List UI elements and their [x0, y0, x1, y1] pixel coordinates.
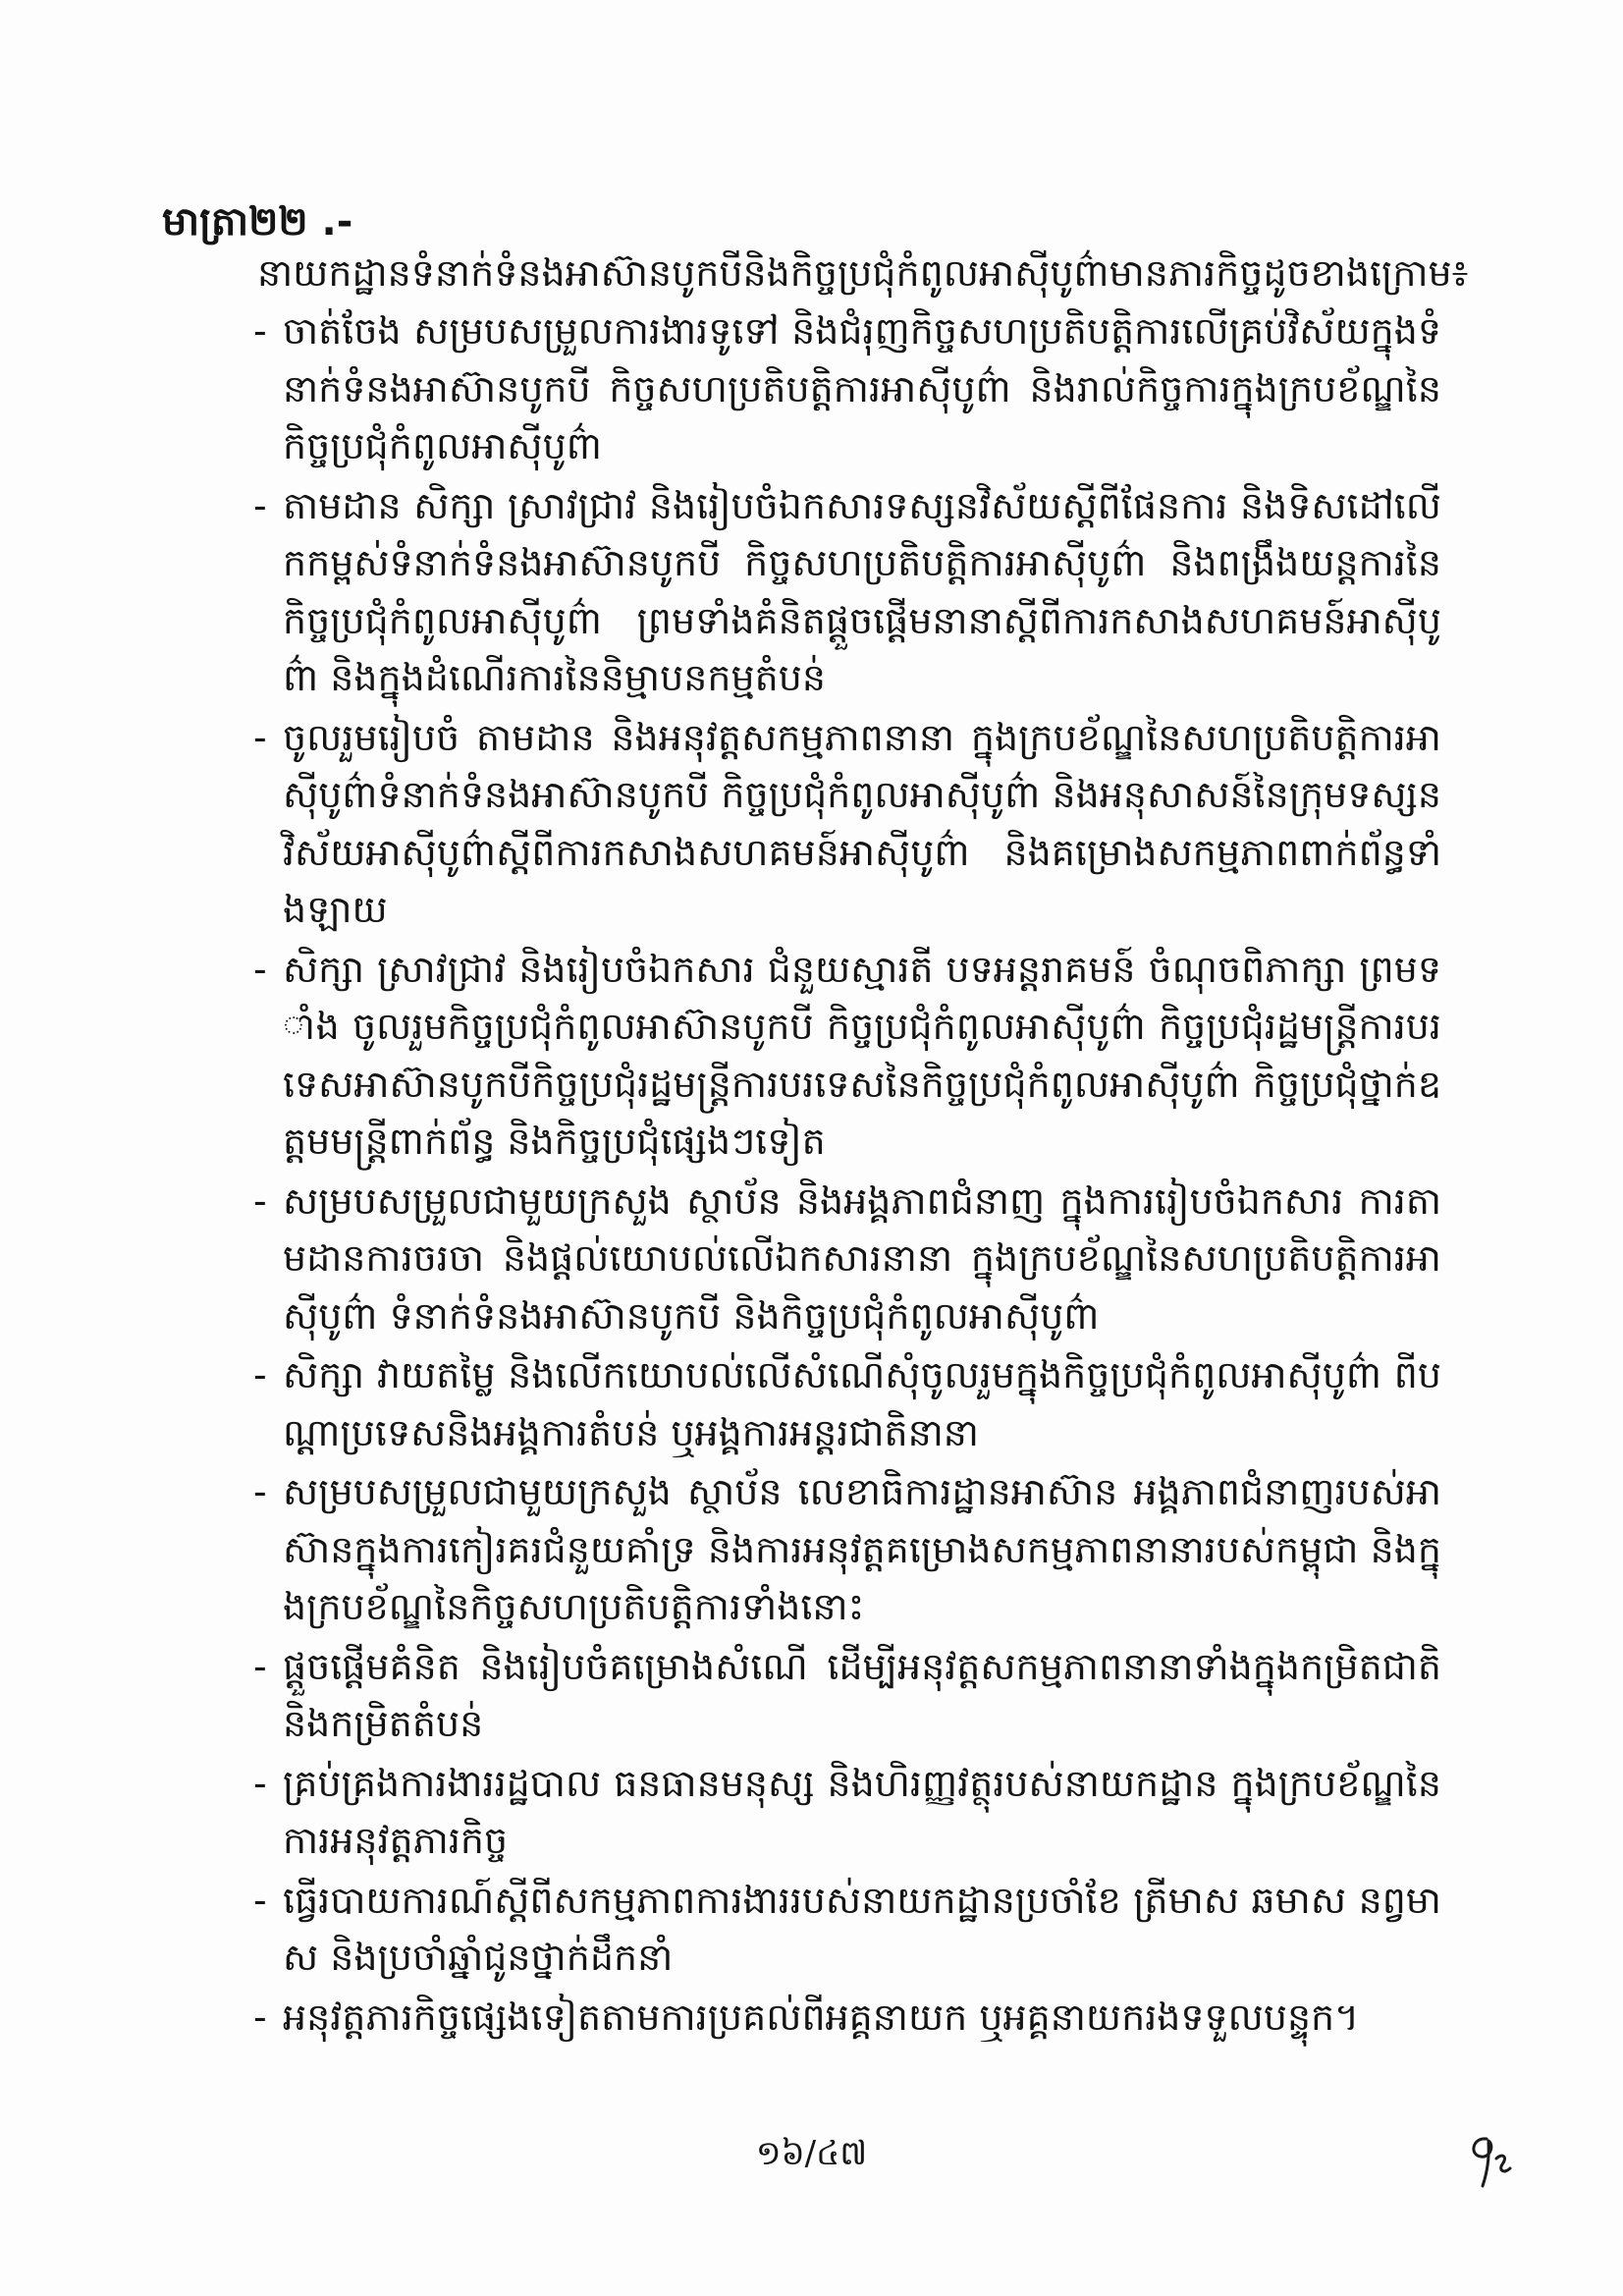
bullet-dash: - [253, 483, 267, 527]
article-intro: នាយកដ្ឋានទំនាក់ទំនងអាស៊ានបូកបីនិងកិច្ចប្រជុំកំពូលអាស៊ីបូព៌ាមានភារកិច្ចដូចខាងក្រោម៖ [257, 251, 1469, 295]
bullet-dash: - [253, 947, 267, 991]
duty-item [253, 1463, 1441, 1636]
duty-text: ធ្វើរបាយការណ៍ស្ដីពីសកម្មភាពការងាររបស់នាយកដ្ឋានប្រចាំខែ ត្រីមាស ឆមាស នព្វមាស និងប្រចាំឆ្នាំជូនថ្នាក់ដឹកនាំ [283, 1878, 1441, 1979]
bullet-dash: - [253, 309, 267, 353]
duty-text: សម្របសម្រួលជាមួយក្រសួង ស្ថាប័ន លេខាធិការដ្ឋានអាស៊ាន អង្គភាពជំនាញរបស់អាស៊ានក្នុងការកៀរគរជំនួយគាំទ្រ និងការអនុវត្តគម្រោងសកម្មភាពនានារបស់កម្ពុជា និងក្នុងក្របខ័ណ្ឌនៃកិច្ចសហប្រតិបត្តិការទាំងនោះ [283, 1470, 1441, 1628]
duty-item [253, 1638, 1441, 1753]
duty-item [253, 1173, 1441, 1345]
duty-text: សិក្សា ស្រាវជ្រាវ និងរៀបចំឯកសារ ជំនួយស្មារតី បទអន្តរាគមន៍ ចំណុចពិភាក្សា ព្រមទាំង ចូលរួមកិច្ចប្រជុំកំពូលអាស៊ានបូកបី កិច្ចប្រជុំកំពូលអាស៊ីបូព៌ា កិច្ចប្រជុំរដ្ឋមន្ត្រីការបរទេសអាស៊ានបូកបីកិច្ចប្រជុំរដ្ឋមន្ត្រីការបរទេសនៃកិច្ចប្រជុំកំពូលអាស៊ីបូព៌ា កិច្ចប្រជុំថ្នាក់ឧត្តមមន្ត្រីពាក់ព័ន្ធ និងកិច្ចប្រជុំផ្សេងៗទៀត [283, 947, 1441, 1163]
duty-text: ចាត់ចែង សម្របសម្រួលការងារទូទៅ និងជំរុញកិច្ចសហប្រតិបត្តិការលើគ្រប់វិស័យក្នុងទំនាក់ទំនងអាស៊ានបូកបី កិច្ចសហប្រតិបត្តិការអាស៊ីបូព៌ា និងរាល់កិច្ចការក្នុងក្របខ័ណ្ឌនៃកិច្ចប្រជុំកំពូលអាស៊ីបូព៌ា [283, 309, 1441, 467]
duties-list [253, 302, 1441, 2048]
article-title: មាត្រា២២ .- [162, 199, 353, 245]
duty-text: ផ្ដួចផ្ដើមគំនិត និងរៀបចំគម្រោងសំណើ ដើម្បីអនុវត្តសកម្មភាពនានាទាំងក្នុងកម្រិតជាតិ និងកម្រិតតំបន់ [283, 1644, 1441, 1745]
duty-item [253, 941, 1441, 1171]
bullet-dash: - [253, 1644, 267, 1688]
handwritten-initials-icon [1459, 2129, 1518, 2198]
bullet-dash: - [253, 1178, 267, 1223]
duty-text: ចូលរួមរៀបចំ តាមដាន និងអនុវត្តសកម្មភាពនានា ក្នុងក្របខ័ណ្ឌនៃសហប្រតិបត្តិការអាស៊ីបូព៌ាទំនាក់ទំនងអាស៊ានបូកបី កិច្ចប្រជុំកំពូលអាស៊ីបូព៌ា និងអនុសាសន៍នៃក្រុមទស្សនវិស័យអាស៊ីបូព៌ាស្ដីពីការកសាងសហគមន៍អាស៊ីបូព៌ា និងគម្រោងសកម្មភាពពាក់ព័ន្ធទាំងឡាយ [283, 715, 1441, 931]
duty-item [253, 1346, 1441, 1461]
duty-text: សម្របសម្រួលជាមួយក្រសួង ស្ថាប័ន និងអង្គភាពជំនាញ ក្នុងការរៀបចំឯកសារ ការតាមដានការចរចា និងផ្ដល់យោបល់លើឯកសារនានា ក្នុងក្របខ័ណ្ឌនៃសហប្រតិបត្តិការអាស៊ីបូព៌ា ទំនាក់ទំនងអាស៊ានបូកបី និងកិច្ចប្រជុំកំពូលអាស៊ីបូព៌ា [283, 1178, 1441, 1338]
duty-text: តាមដាន សិក្សា ស្រាវជ្រាវ និងរៀបចំឯកសារទស្សនវិស័យស្ដីពីផែនការ និងទិសដៅលើកកម្ពស់ទំនាក់ទំនងអាស៊ានបូកបី កិច្ចសហប្រតិបត្តិការអាស៊ីបូព៌ា និងពង្រឹងយន្តការនៃកិច្ចប្រជុំកំពូលអាស៊ីបូព៌ា ព្រមទាំងគំនិតផ្ដួចផ្ដើមនានាស្ដីពីការកសាងសហគមន៍អាស៊ីបូព៌ា និងក្នុងដំណើរការនៃនិម្មាបនកម្មតំបន់ [283, 483, 1441, 699]
bullet-dash: - [253, 715, 267, 759]
duty-item [253, 709, 1441, 939]
bullet-dash: - [253, 1470, 267, 1513]
duty-item [253, 302, 1441, 475]
duty-item [253, 1872, 1441, 1987]
duty-text: គ្រប់គ្រងការងាររដ្ឋបាល ធនធានមនុស្ស និងហិរញ្ញវត្ថុរបស់នាយកដ្ឋាន ក្នុងក្របខ័ណ្ឌនៃការអនុវត្តភារកិច្ច [283, 1761, 1441, 1862]
bullet-dash: - [253, 1878, 267, 1922]
bullet-dash: - [253, 1761, 267, 1805]
bullet-dash: - [253, 1995, 267, 2039]
duty-text: អនុវត្តភារកិច្ចផ្សេងទៀតតាមការប្រគល់ពីអគ្គនាយក ឬអគ្គនាយករងទទួលបន្ទុក។ [283, 1995, 1360, 2039]
duty-item [253, 1989, 1441, 2047]
page-number: ១៦/៤៧ [755, 2134, 868, 2173]
duty-text: សិក្សា វាយតម្លៃ និងលើកយោបល់លើសំណើសុំចូលរួមក្នុងកិច្ចប្រជុំកំពូលអាស៊ីបូព៌ា ពីបណ្ដាប្រទេសនិងអង្គការតំបន់ ឬអង្គការអន្តរជាតិនានា [283, 1353, 1441, 1454]
bullet-dash: - [253, 1353, 267, 1396]
duty-item [253, 1755, 1441, 1870]
duty-item [253, 477, 1441, 707]
